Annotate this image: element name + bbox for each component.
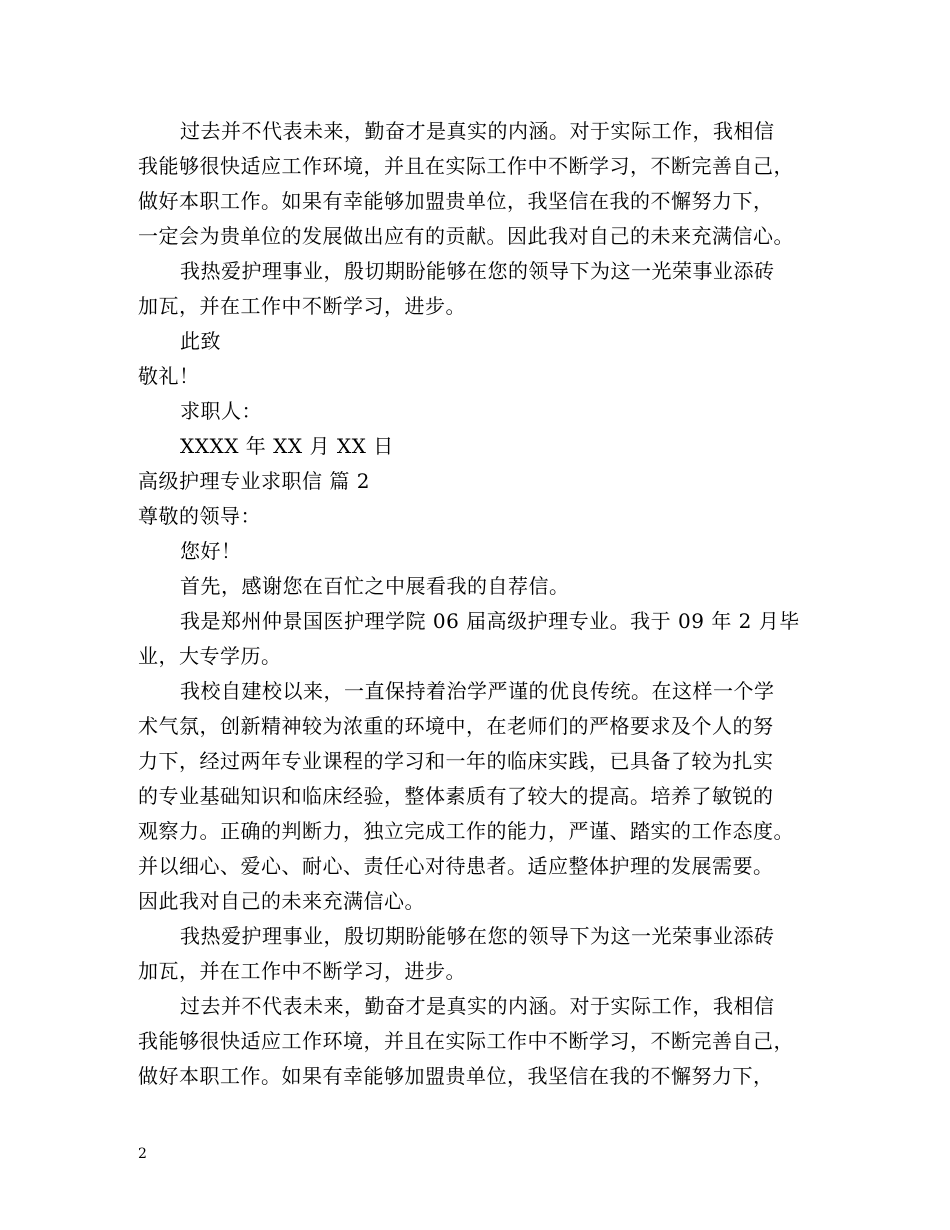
text-line: 我能够很快适应工作环境，并且在实际工作中不断学习，不断完善自己， (138, 154, 794, 178)
text-line: 过去并不代表未来，勤奋才是真实的内涵。对于实际工作，我相信 (180, 119, 775, 143)
text-line: 我热爱护理事业，殷切期盼能够在您的领导下为这一光荣事业添砖 (180, 259, 775, 283)
text-line: 我校自建校以来，一直保持着治学严谨的优良传统。在这样一个学 (180, 679, 775, 703)
greeting-line: 尊敬的领导： (138, 504, 261, 528)
text-line: 力下，经过两年专业课程的学习和一年的临床实践，已具备了较为扎实 (138, 749, 774, 773)
text-line: 首先，感谢您在百忙之中展看我的自荐信。 (180, 574, 570, 598)
text-line: 观察力。正确的判断力，独立完成工作的能力，严谨、踏实的工作态度。 (138, 819, 794, 843)
text-line: 的专业基础知识和临床经验，整体素质有了较大的提高。培养了敏锐的 (138, 784, 774, 808)
text-line: 我是郑州仲景国医护理学院 06 届高级护理专业。我于 09 年 2 月毕 (180, 609, 800, 633)
text-line: 业，大专学历。 (138, 644, 282, 668)
text-line: 术气氛，创新精神较为浓重的环境中，在老师们的严格要求及个人的努 (138, 714, 774, 738)
text-line: 并以细心、爱心、耐心、责任心对待患者。适应整体护理的发展需要。 (138, 854, 774, 878)
text-line: 您好！ (180, 539, 242, 563)
letter-date: XXXX 年 XX 月 XX 日 (180, 434, 394, 458)
text-line: 做好本职工作。如果有幸能够加盟贵单位，我坚信在我的不懈努力下， (138, 189, 774, 213)
text-line: 加瓦，并在工作中不断学习，进步。 (138, 294, 466, 318)
text-line: 一定会为贵单位的发展做出应有的贡献。因此我对自己的未来充满信心。 (138, 224, 794, 248)
section-title: 高级护理专业求职信 篇 2 (138, 469, 370, 493)
closing-regards: 敬礼！ (138, 364, 200, 388)
text-line: 我能够很快适应工作环境，并且在实际工作中不断学习，不断完善自己， (138, 1029, 794, 1053)
closing-salutation: 此致 (180, 329, 221, 353)
text-line: 过去并不代表未来，勤奋才是真实的内涵。对于实际工作，我相信 (180, 994, 775, 1018)
text-line: 我热爱护理事业，殷切期盼能够在您的领导下为这一光荣事业添砖 (180, 924, 775, 948)
page-number: 2 (138, 1146, 147, 1162)
applicant-label: 求职人： (180, 399, 262, 423)
document-body (138, 114, 828, 1094)
text-line: 加瓦，并在工作中不断学习，进步。 (138, 959, 466, 983)
text-line: 因此我对自己的未来充满信心。 (138, 889, 425, 913)
text-line: 做好本职工作。如果有幸能够加盟贵单位，我坚信在我的不懈努力下， (138, 1064, 774, 1088)
